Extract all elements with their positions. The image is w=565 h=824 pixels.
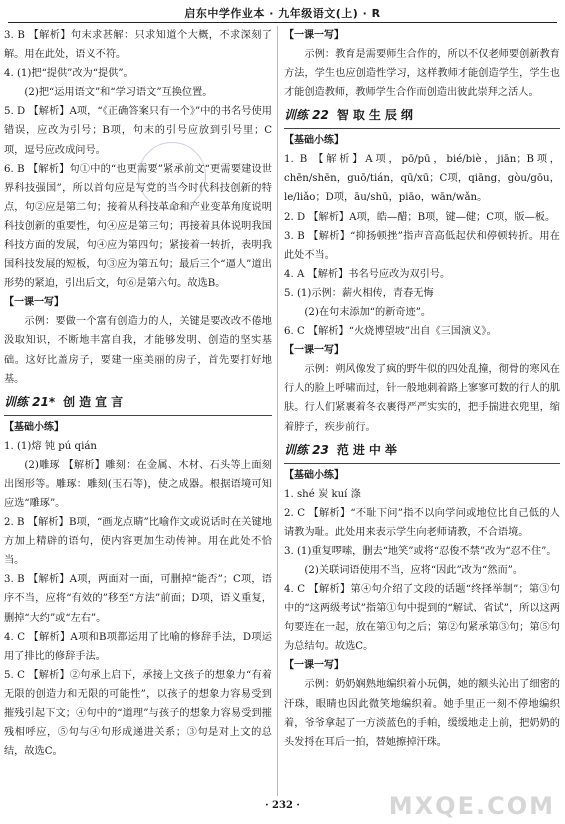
answer-paragraph: 2. D 【解析】A项，皓—醋；B项，键—健；C项，版—板。 bbox=[284, 211, 556, 223]
answer-paragraph: 6. B 【解析】句①中的“也更需要”紧承前文“更需要建设世界科技强国”，所以首句应是写党的当今时代科技创新的特点，句②应是第二句；接着从科技革命和产业变革角度说明科技创新的重要性，句④应是第三句；再接着具体说明我国科技方面的发展，句④应为第四句；紧接着一转折，表明我国科技发展的短板，句③应为第五句；最后三个“逼人”道出形势的紧迫，引出后文，句⑥是第六句。故选B。 bbox=[4, 163, 272, 290]
answer-paragraph: 1. (1)熔 钝 pú qián bbox=[4, 440, 97, 452]
section-heading: 【一课一写】 bbox=[284, 660, 344, 672]
answer-paragraph: 示例：奶奶娴熟地编织着小玩偶，她的额头沁出了细密的汗珠，眼睛也因此微笑地编织着。她手里正一刻不停地编织着，爷爷拿起了一方淡蓝色的手帕，缓缓地走上前，把奶奶的头发捋在耳后一拍，替她擦掉汗珠。 bbox=[284, 679, 560, 748]
answer-paragraph: 5. D 【解析】A项，“《正确答案只有一个》”中的书名号使用错误，应改为引号；B项，句末的引号应放到引号里；C项，逗号应改成问号。 bbox=[4, 106, 272, 156]
training-number: 训练 22 bbox=[284, 108, 329, 123]
answer-paragraph: 1. shé 炭 kuí 涤 bbox=[284, 488, 361, 500]
answer-paragraph: 2. B 【解析】B项，“画龙点睛”比喻作文或说话时在关键地方加上精辟的语句，使内容更加生动传神。用在此处不恰当。 bbox=[4, 517, 272, 567]
section-heading: 【一课一写】 bbox=[4, 297, 64, 309]
answer-paragraph: 5. C 【解析】②句承上启下，承接上文孩子的想象力“有着无限的创造力和无限的可能性”，以孩子的想象力容易受到摧残引起下文；④句中的“道理”与孩子的想象力容易受到摧残相呼应，⑤句与④句形成递进关系；③句是对上文的总结，故选C。 bbox=[4, 669, 272, 758]
training-underline bbox=[284, 128, 560, 129]
training-title bbox=[4, 391, 272, 413]
training-number: 训练 21* bbox=[4, 394, 56, 409]
training-underline bbox=[4, 415, 272, 416]
header-rule bbox=[8, 22, 557, 23]
training-name: 创造宣言 bbox=[63, 394, 128, 409]
section-heading: 【一课一写】 bbox=[284, 30, 344, 41]
answer-paragraph: (2)把“运用语文”和“学习语文”互换位置。 bbox=[24, 87, 213, 99]
training-name: 智取生辰纲 bbox=[336, 108, 417, 123]
answer-paragraph: 3. B 【解析】A项，两面对一面，可删掉“能否”；C项，语序不当，应将“有效的”移至“方法”前面；D项，语义重复，删掉“大约”或“左右”。 bbox=[4, 574, 272, 624]
training-name: 范进中举 bbox=[336, 442, 401, 457]
answer-paragraph: (2)关联词语使用不当，应将“因此”改为“然而”。 bbox=[304, 564, 524, 576]
section-heading: 【一课一写】 bbox=[284, 345, 344, 357]
answer-paragraph: 1. B 【解析】A项，pō/pū，bié/biè，jiān；B项，chēn/shēn，guō/tián，qū/xū；C项，qiāng，gòu/gōu，le/liǎo；D项，āu/shū，piāo，wān/wǎn。 bbox=[284, 154, 560, 204]
column-divider bbox=[277, 26, 278, 796]
page-number: · 232 · bbox=[265, 800, 300, 811]
answer-paragraph: 4. A 【解析】书名号应改为双引号。 bbox=[284, 268, 451, 280]
answer-paragraph: 3. (1)重复啰嗦，删去“地笑”或将“忍俊不禁”改为“忍不住”。 bbox=[284, 545, 557, 557]
watermark: MXQE.COM bbox=[388, 792, 555, 820]
answer-paragraph: 4. (1)把“提供”改为“提供”。 bbox=[4, 68, 134, 80]
training-underline bbox=[284, 463, 560, 464]
right-column bbox=[284, 26, 560, 752]
left-column bbox=[4, 26, 272, 761]
page-header bbox=[0, 0, 565, 26]
training-title bbox=[284, 439, 560, 461]
answer-paragraph: (2)在句末添加“的新奇迹”。 bbox=[304, 307, 432, 319]
section-heading: 【基础小练】 bbox=[4, 421, 64, 433]
training-number: 训练 23 bbox=[284, 442, 329, 457]
answer-paragraph: 4. C 【解析】A项和B项都运用了比喻的修辞手法，D项运用了排比的修辞手法。 bbox=[4, 631, 272, 662]
header-title: 启东中学作业本 · 九年级语文(上) · R bbox=[184, 7, 381, 20]
answer-paragraph: 示例：教育是需要师生合作的，所以不仅老师要创新教育方法，学生也应创造性学习，这样教师才能创造学生，学生也才能创造教师，教师学生合作而创造出彼此崇拜之活人。 bbox=[284, 49, 560, 99]
section-heading: 【基础小练】 bbox=[284, 469, 344, 481]
answer-paragraph: (2)雕琢 【解析】雕刻：在金属、木材、石头等上面刻出图形等。雕琢：雕刻(玉石等)，使之成器。根据语境可知应选“雕琢”。 bbox=[4, 459, 272, 509]
answer-paragraph: 示例：朔风像发了疯的野牛似的四处乱撞，彻骨的寒风在行人的脸上呼啸而过，针一般地刺着路上寥寥可数的行人的肌肤。行人们紧裹着冬衣裹得严严实实的，把手揣进衣兜里，缩着脖子，疾步前行。 bbox=[284, 364, 560, 433]
answer-paragraph: 5. (1)示例：薪火相传，青春无悔 bbox=[284, 287, 434, 299]
section-heading: 【基础小练】 bbox=[284, 135, 344, 147]
answer-paragraph: 6. C 【解析】“火烧博望坡”出自《三国演义》。 bbox=[284, 326, 497, 338]
answer-paragraph: 4. C 【解析】第④句介绍了文段的话题“终择举制”；第③句中的“这两级考试”指第①句中提到的“解试、省试”，所以这两句要连在一起，放在第①句之后；第②句紧承第③句；第⑤句为总结句。故选C。 bbox=[284, 584, 560, 653]
answer-paragraph: 3. B 【解析】“抑扬顿挫”指声音高低起伏和停顿转折。用在此处不当。 bbox=[284, 230, 560, 261]
training-title bbox=[284, 104, 560, 126]
stamp-seal bbox=[138, 142, 206, 210]
answer-paragraph: 示例：要做一个富有创造力的人，关键是要改改不倦地汲取知识，不断地丰富自我，才能够发明、创造的坚实基础。这好比盖房子，要建一座美丽的房子，首先要打好地基。 bbox=[4, 316, 272, 385]
answer-paragraph: 3. B 【解析】句末求甚解：只求知道个大概，不求深刻了解。用在此处，语义不符。 bbox=[4, 30, 272, 61]
answer-paragraph: 2. C 【解析】“不耻下问”指不以向学问或地位比自己低的人请教为耻。此处用来表示学生向老师请教，不合语境。 bbox=[284, 507, 560, 538]
